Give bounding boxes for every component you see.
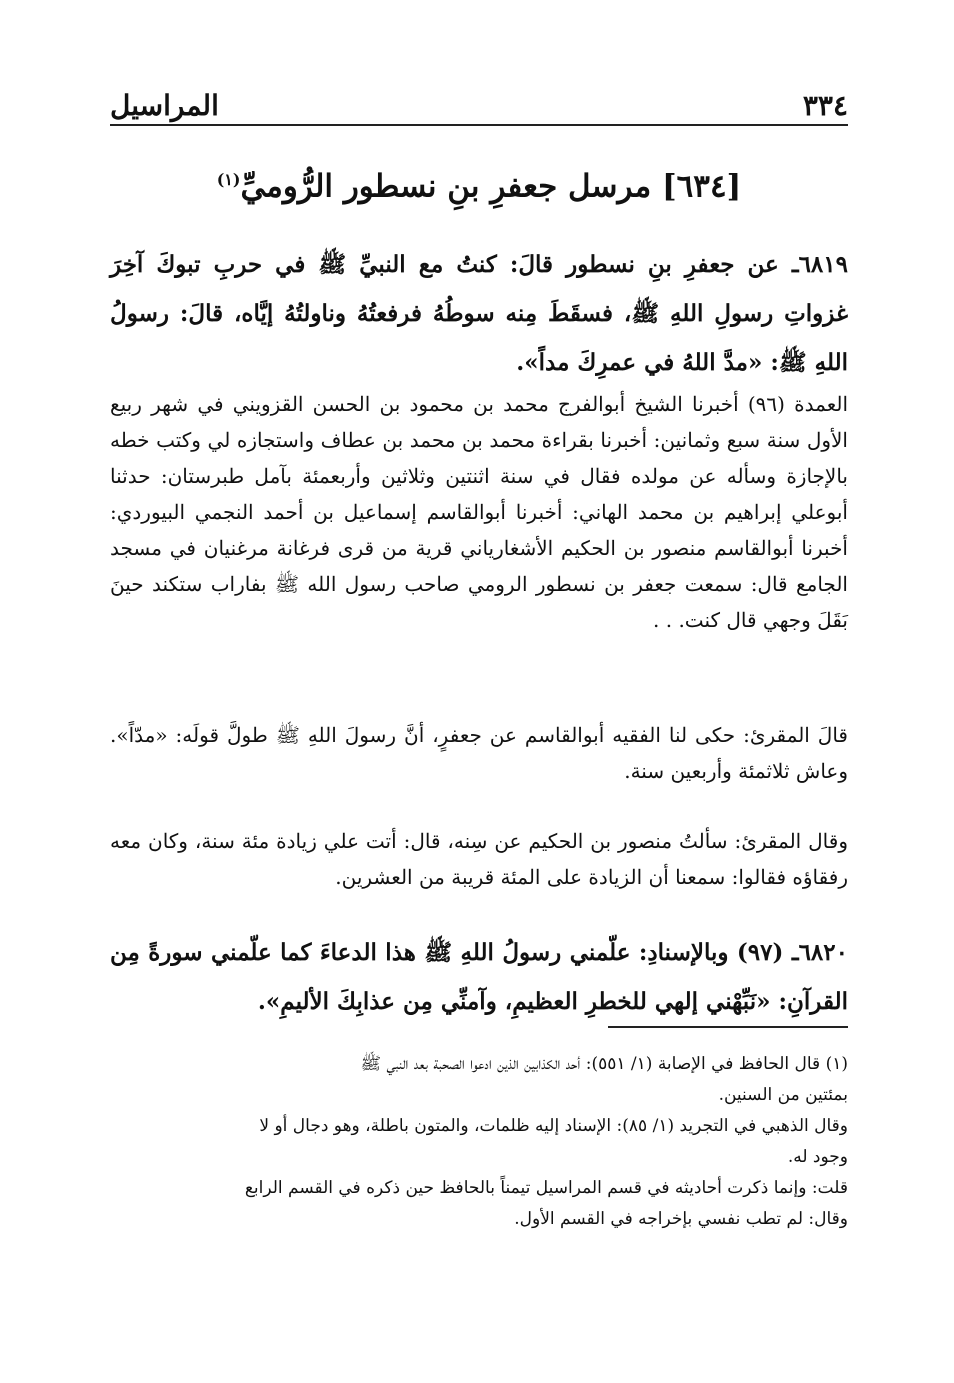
isnad-paragraph: العمدة (٩٦) أخبرنا الشيخ أبوالفرج محمد بن محمود بن الحسن القزويني في شهر ربيع الأول سنة سبع وثمانين: أخبرنا بقراءة محمد بن محمد بن عطاف واستجازه لي وكتب خطه بالإجازة وسأله عن مولده فقال في سنة اثنتين وثلاثين وأربعمئة بآمل طبرستان: حدثنا أبوعلي إبراهيم بن محمد الهاني: أخبرنا أبوالقاسم إسماعيل بن أحمد النجمي البيوردي: أخبرنا أبوالقاسم منصور بن الحكيم الأشغارياني قرية من قرى فرغانة مرغنيان في مسجد الجامع قال: سمعت جعفر بن نسطور الرومي صاحب رسول الله ﷺ بفاراب ستكند حينَ بَقَلَ وجهي قال كنت. . .	[110, 392, 848, 632]
chapter-title	[110, 150, 848, 216]
page-number: ٣٣٤	[802, 89, 848, 122]
footnote-line: وقال: لم تطب نفسي بإخراجه في القسم الأول.	[514, 1209, 848, 1229]
footnote-line: (١) قال الحافظ في الإصابة (١/ ٥٥١): أحد الكذابين الذين ادعوا الصحبة بعد النبي ﷺ	[360, 1054, 848, 1074]
footnote-line: قلت: وإنما ذكرت أحاديثه في قسم المراسيل تيمناً بالحافظ حين ذكره في القسم الرابع	[244, 1178, 848, 1198]
footnote-line: بمئتين من السنين.	[718, 1085, 848, 1105]
chapter-title-text: [٦٣٤] مرسل جعفرِ بنِ نسطور الرُّوميِّ	[240, 168, 742, 205]
section-title: المراسيل	[110, 89, 219, 122]
muqri-age-paragraph: وقال المقرئ: سألتُ منصور بن الحكيم عن سِنه، قال: أتت علي زيادة مئة سنة، وكان معه رفقاؤه فقالوا: سمعنا أن الزيادة على المئة قريبة من العشرين.	[110, 829, 848, 889]
footnote-divider	[608, 1026, 848, 1028]
footnote-line: وقال الذهبي في التجريد (١/ ٨٥): الإسناد إليه ظلمات، والمتون باطلة، وهو دجال أو لا	[259, 1116, 848, 1136]
running-header	[110, 86, 848, 126]
footnote-marker: (١)	[216, 170, 241, 189]
footnote-line: وجود له.	[787, 1147, 848, 1167]
hadith-6819: ٦٨١٩ـ عن جعفرِ بنِ نسطور قالَ: كنتُ مع النبيِّ ﷺ في حربِ تبوكَ آخِرَ غزواتِ رسولِ اللهِ ﷺ، فسقَطَ مِنه سوطُهُ فرفعتُهُ وناولتُهُ إيَّاه، قالَ: رسولُ اللهِ ﷺ: «مدَّ اللهُ في عمرِكَ مداً».	[110, 251, 848, 376]
hadith-6820: ٦٨٢٠ـ (٩٧) وبالإسنادِ: علّمني رسولُ اللهِ ﷺ هذا الدعاءَ كما علّمني سورةً مِن القرآنِ: «نَبِّهْني إلهي للخطرِ العظيمِ، وآمنِّي مِن عذابِكَ الأليمِ».	[110, 939, 848, 1015]
footnotes	[110, 1049, 848, 1235]
muqri-note-paragraph: قالَ المقرئ: حكى لنا الفقيه أبوالقاسم عن جعفرٍ، أنَّ رسولَ اللهِ ﷺ طولَّ قولَه: «مدّاً». وعاش ثلاثمئة وأربعين سنة.	[110, 723, 848, 783]
